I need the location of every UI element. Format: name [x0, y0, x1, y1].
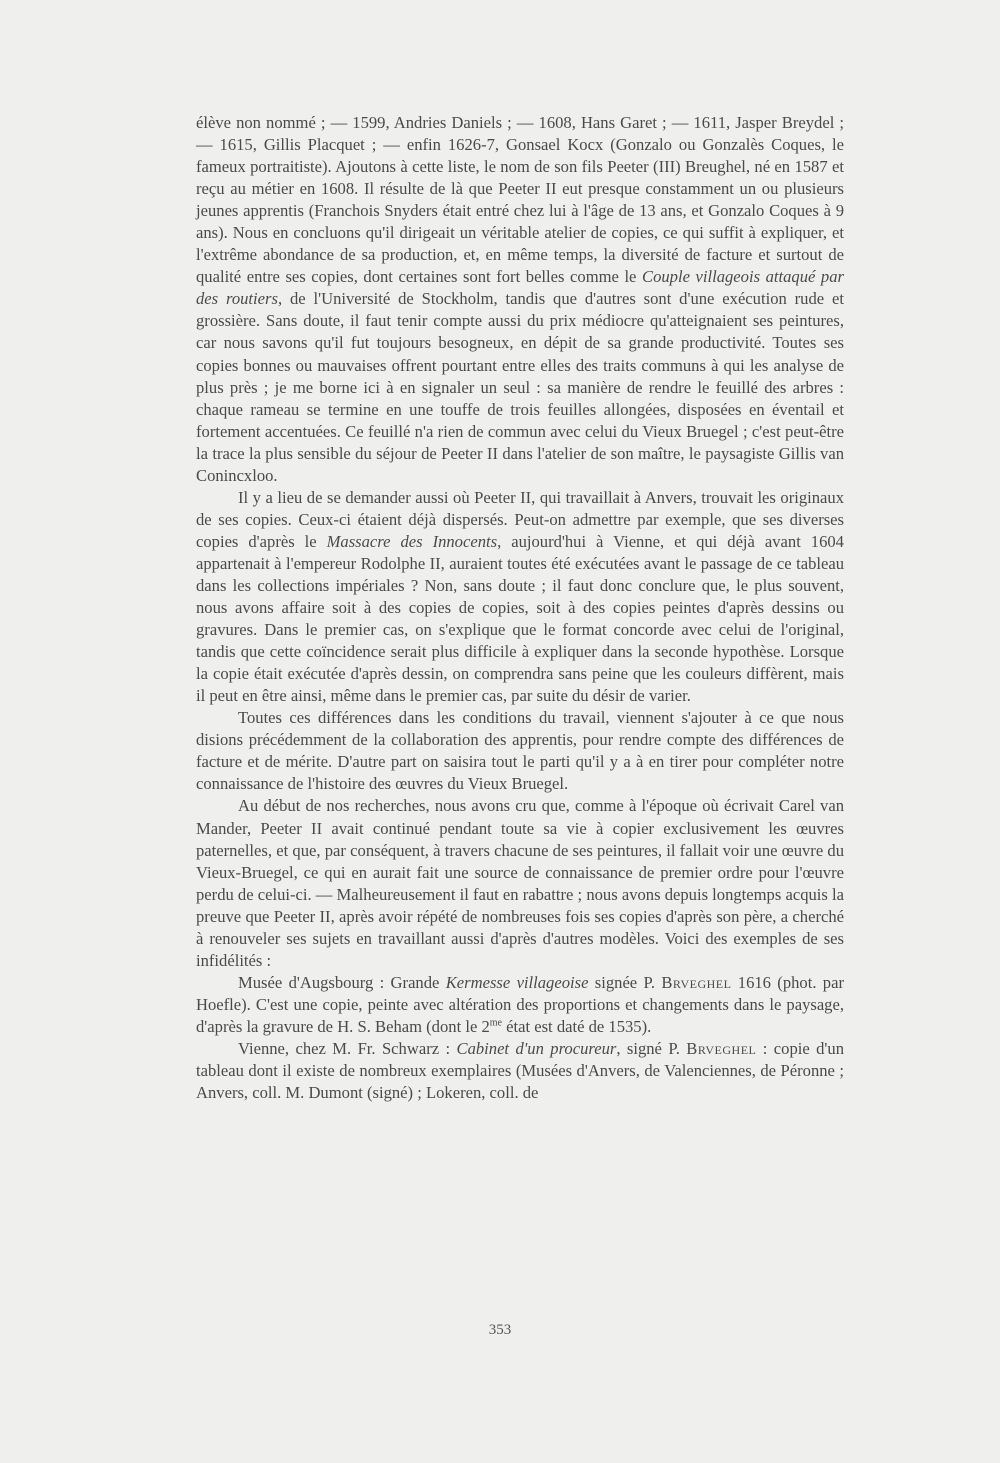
superscript: me [489, 1017, 502, 1029]
artwork-title: Massacre des Innocents [326, 531, 498, 551]
text-run: état est daté de 1535). [501, 1016, 652, 1036]
text-run: 1616 (phot. par Hoefle). C'est une copie, peinte avec altération des proportions et changements dans le paysage, d'après la gravure de H. S. Beham (dont le 2 [196, 972, 844, 1036]
paragraph [196, 707, 844, 795]
text-run: Toutes ces différences dans les conditions du travail, viennent s'ajouter à ce que nous disions précédemment de la collaboration des apprentis, pour rendre compte des différences de facture et de mérite. D'autre part on saisira tout le parti qu'il y a à en tirer pour compléter notre connaissance de l'histoire des œuvres du Vieux Bruegel. [196, 708, 844, 794]
text-run: , de l'Université de Stockholm, tandis que d'autres sont d'une exécution rude et grossière. Sans doute, il faut tenir compte aussi du prix médiocre qu'atteignaient ses peintures, car nous savons qu'il fut toujours besogneux, en dépit de sa grande productivité. Toutes ses copies bonnes ou mauvaises offrent pourtant entre elles des traits communs à qui les analyse de plus près ; je me borne ici à en signaler un seul : sa manière de rendre le feuillé des arbres : chaque rameau se termine en une touffe de trois feuilles allongées, disposées en éventail et fortement accentuées. Ce feuillé n'a rien de commun avec celui du Vieux Bruegel ; c'est peut-être la trace la plus sensible du séjour de Peeter II dans l'atelier de son maître, le paysagiste Gillis van Conincxloo. [196, 289, 844, 485]
page-body [196, 112, 844, 1104]
artwork-title: Cabinet d'un procureur [456, 1038, 617, 1058]
paragraph [196, 1038, 844, 1104]
text-run: signée P. [588, 972, 662, 992]
text-run: Musée d'Augsbourg : Grande [238, 972, 446, 992]
artwork-title: Couple villageois attaqué par des routiers [196, 267, 844, 309]
artwork-title: Kermesse villageoise [445, 972, 589, 992]
text-run: , signé P. [616, 1038, 687, 1058]
paragraph [196, 112, 844, 487]
text-run: , aujourd'hui à Vienne, et qui déjà avant 1604 appartenait à l'empereur Rodolphe II, auraient toutes été exécutées avant le passage de ce tableau dans les collections impériales ? Non, sans doute ; il faut donc conclure que, le plus souvent, nous avons affaire soit à des copies de copies, soit à des copies peintes d'après dessins ou gravures. Dans le premier cas, on s'explique que le format concorde avec celui de l'original, tandis que cette coïncidence serait plus difficile à expliquer dans la seconde hypothèse. Lorsque la copie était exécutée d'après dessin, on comprendra sans peine que les couleurs diffèrent, mais il peut en être ainsi, même dans le premier cas, par suite du désir de varier. [196, 531, 844, 706]
text-run: Il y a lieu de se demander aussi où Peeter II, qui travaillait à Anvers, trouvait les originaux de ses copies. Ceux-ci étaient déjà dispersés. Peut-on admettre par exemple, que ses diverses copies d'après le [196, 487, 844, 551]
page-number: 353 [488, 1322, 512, 1338]
paragraph [196, 795, 844, 971]
signature-name: Brveghel [661, 972, 732, 992]
text-run: Vienne, chez M. Fr. Schwarz : [238, 1038, 457, 1058]
text-run: élève non nommé ; — 1599, Andries Daniels ; — 1608, Hans Garet ; — 1611, Jasper Breydel ; — 1615, Gillis Placquet ; — enfin 1626-7, Gonsael Kocx (Gonzalo ou Gonzalès Coques, le fameux portraitiste). Ajoutons à cette liste, le nom de son fils Peeter (III) Breughel, né en 1587 et reçu au métier en 1608. Il résulte de là que Peeter II eut presque constamment un ou plusieurs jeunes apprentis (Franchois Snyders était entré chez lui à l'âge de 13 ans, et Gonzalo Coques à 9 ans). Nous en concluons qu'il dirigeait un véritable atelier de copies, ce qui suffit à expliquer, et l'extrême abondance de sa production, et, en même temps, la diversité de facture et surtout de qualité entre ses copies, dont certaines sont fort belles comme le [196, 113, 844, 287]
paragraph [196, 972, 844, 1038]
signature-name: Brveghel [686, 1038, 757, 1058]
paragraph [196, 487, 844, 707]
text-run: Au début de nos recherches, nous avons cru que, comme à l'époque où écrivait Carel van Mander, Peeter II avait continué pendant toute sa vie à copier exclusivement les œuvres paternelles, et que, par conséquent, à travers chacune de ses peintures, il fallait voir une œuvre du Vieux-Bruegel, ce qui en aurait fait une source de connaissance de premier ordre pour l'œuvre perdu de celui-ci. — Malheureusement il faut en rabattre ; nous avons depuis longtemps acquis la preuve que Peeter II, après avoir répété de nombreuses fois ses copies d'après son père, a cherché à renouveler ses sujets en travaillant aussi d'après d'autres modèles. Voici des exemples de ses infidélités : [196, 796, 844, 970]
text-run: : copie d'un tableau dont il existe de nombreux exemplaires (Musées d'Anvers, de Valenciennes, de Péronne ; Anvers, coll. M. Dumont (signé) ; Lokeren, coll. de [196, 1038, 844, 1103]
